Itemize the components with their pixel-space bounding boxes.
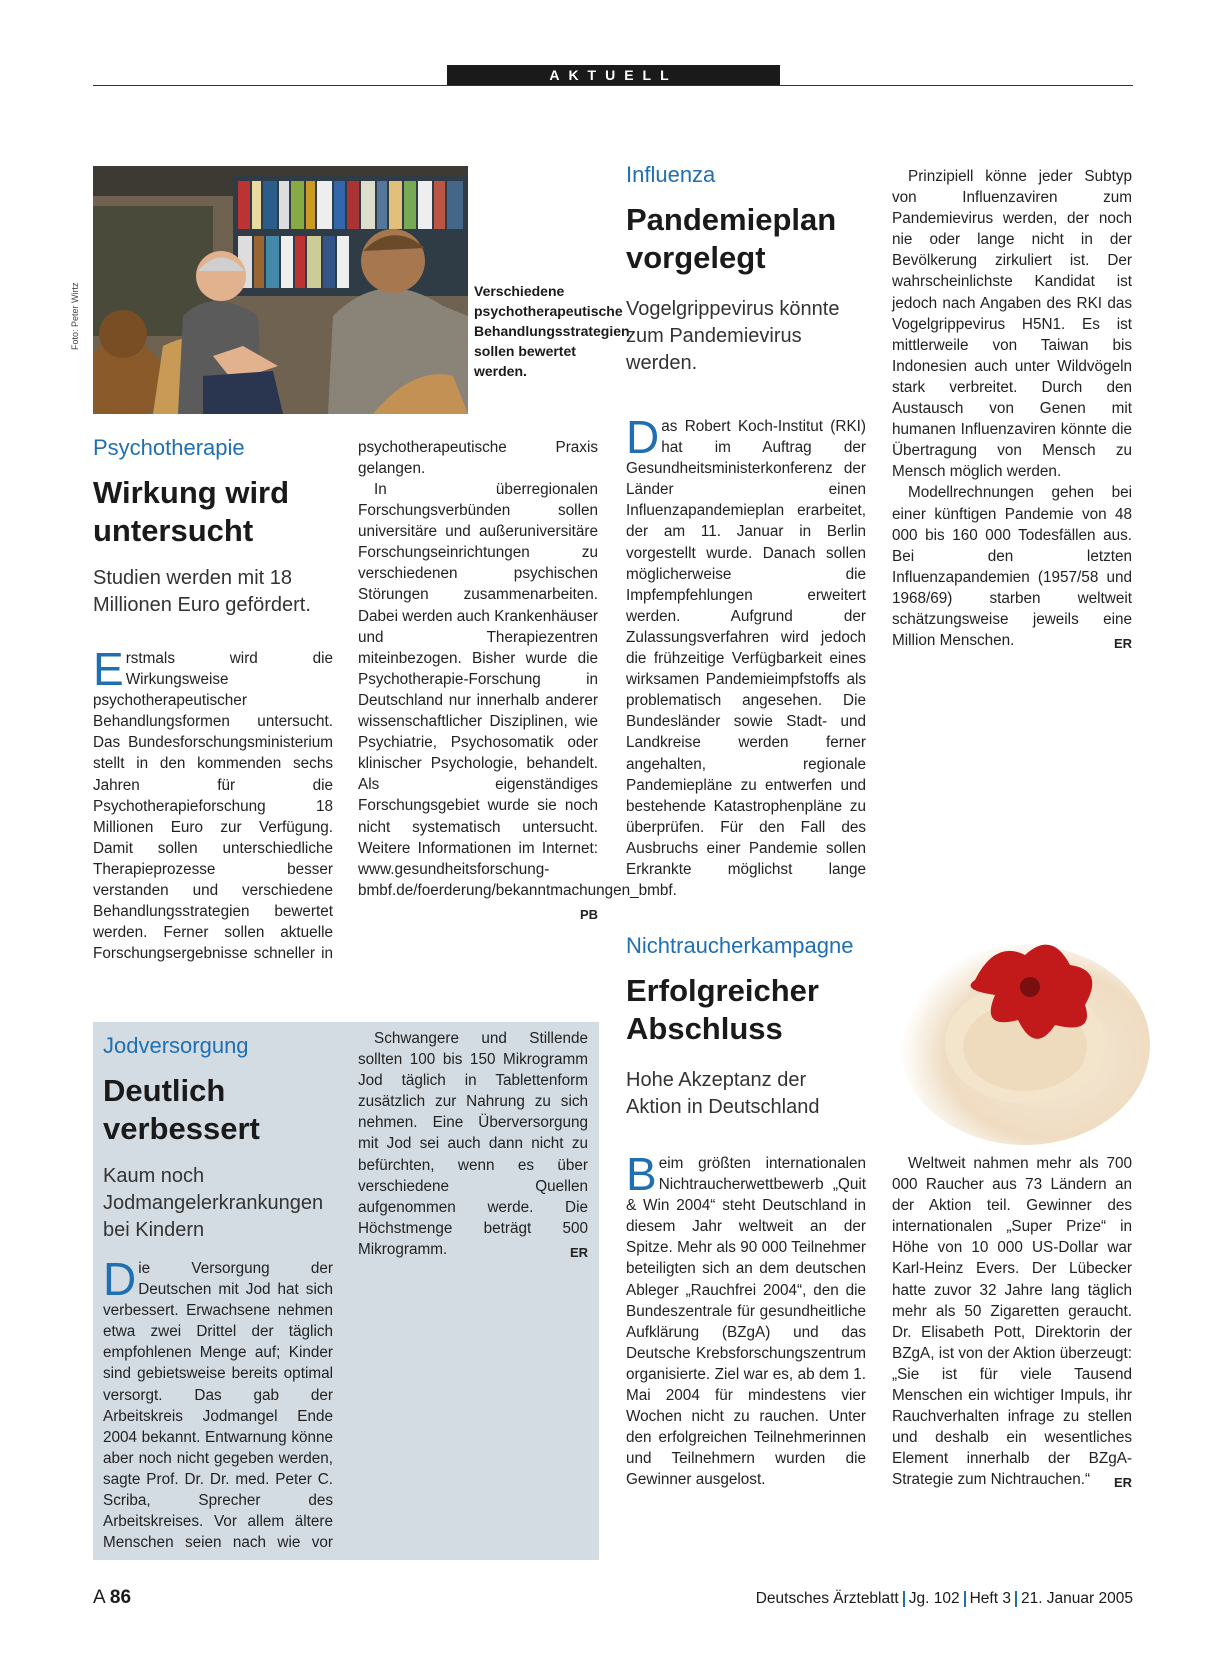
paragraph-influenza-2: Prinzipiell könne jeder Subtyp von Influenzaviren zum Pandemievirus werden, der noch nie oder lange nicht in der Bevölkerung zirkuliert ist. Der wahrscheinlichste Kandidat ist jedoch nach Angaben des RKI das Vogelgrippevirus H5N1. Es ist mittlerweile von Taiwan bis Indonesien auch unter Wildvögeln stark verbreitet. Durch den Austausch von Genen mit humanen Influenzaviren könnte die Übertragung von Mensch zu Mensch möglich werden.: [892, 168, 1132, 481]
page-number: [93, 1587, 131, 1609]
article-psychotherapie-col2: [358, 437, 677, 925]
page-prefix: A: [93, 1587, 105, 1608]
paragraph-jodversorgung-2: Schwangere und Stillende sollten 100 bis 150 Mikrogramm Jod täglich in Tablettenform zusätzlich zur Nahrung zu sich nehmen. Eine Überversorgung mit Jod sei auch dann nicht zu befürchten, wenn es über verschiedene Quellen aufgenommen werde. Die Höchstmenge beträgt 500 Mikrogramm.: [358, 1030, 588, 1258]
article-psychotherapie-col1: [93, 648, 333, 963]
article-influenza-col2: [892, 166, 1132, 654]
journal-issue: Heft 3: [969, 1590, 1011, 1607]
dropcap-nichtraucher: B: [626, 1148, 657, 1200]
dropcap-influenza: D: [626, 416, 660, 463]
page-number-value: 86: [109, 1587, 132, 1608]
paragraph-influenza-3: Modellrechnungen gehen bei einer künftigen Pandemie von 48 000 bis 160 000 Todesfällen aus. Bei den letzten Influenzapandemien (1957/58 und 1968/69) starben weltweit schätzungsweise jeweils eine Million Menschen.: [892, 484, 1132, 650]
author-sig-influenza: ER: [1113, 636, 1132, 652]
footer-separator: [1015, 1591, 1017, 1607]
journal-date: 21. Januar 2005: [1020, 1590, 1133, 1607]
paragraph-jodversorgung-1: ie Versorgung der Deutschen mit Jod hat sich verbessert. Erwachsene nehmen etwa zwei Drittel der täglich empfohlenen Menge auf; Kinder sind gebietsweise bereits optimal versorgt. Das gab der Arbeitskreis Jodmangel Ende 2004 bekannt. Entwarnung könne aber noch nicht gegeben werden, sagte Prof. Dr. Dr. med. Peter C. Scriba, Sprecher des Arbeitskreises. Vor allem ältere Menschen seien nach wie vor: [103, 1260, 333, 1552]
journal-volume: Jg. 102: [908, 1590, 960, 1607]
article-jodversorgung-col1: [103, 1258, 333, 1553]
author-sig-jodversorgung: ER: [569, 1244, 588, 1260]
footer-separator: [903, 1591, 905, 1607]
rubric-influenza: Influenza: [626, 162, 716, 187]
paragraph-psychotherapie-1: rstmals wird die Wirkungsweise psychotherapeutischer Behandlungsformen untersucht. Das Bundesforschungsministerium stellt in den kommenden sechs Jahren für die Psychotherapieforschung 18 Millionen Euro zur Verfügung. Damit sollen unterschiedliche Therapieprozesse besser verstanden und verschiedene Behandlungsstrategien bewertet werden. Ferner sollen aktuelle Forschungsergebnisse schneller in: [93, 650, 333, 963]
paragraph-psychotherapie-1-cont: psychotherapeutische Praxis gelangen.: [358, 439, 598, 478]
rubric-jodversorgung: Jodversorgung: [103, 1033, 249, 1058]
subhead-jodversorgung: Kaum noch Jodmangelerkrankungen bei Kindern: [103, 1165, 324, 1241]
section-label: AKTUELL: [447, 65, 780, 86]
author-sig-nichtraucher: ER: [1113, 1475, 1132, 1491]
publication-info: [756, 1590, 1133, 1608]
header-rule: [93, 85, 1133, 86]
therapy-photo-illustration: [93, 166, 468, 414]
article-nichtraucher-col1: [626, 1148, 866, 1491]
author-sig-psychotherapie: PB: [579, 906, 598, 922]
subhead-influenza: Vogelgrippevirus könnte zum Pandemievirus werden.: [626, 298, 840, 374]
article-influenza-col1: [626, 416, 866, 880]
photo-credit: Foto: Peter Wirtz: [70, 282, 80, 350]
article-nichtraucher-col2: [892, 1153, 1132, 1494]
subhead-psychotherapie: Studien werden mit 18 Millionen Euro gefördert.: [93, 567, 311, 616]
ashtray-flower-illustration: [820, 925, 1150, 1155]
paragraph-nichtraucher-1: eim größten internationalen Nichtraucherwettbewerb „Quit & Win 2004“ steht Deutschland in diesem Jahr weltweit an der Spitze. Mehr als 90 000 Teilnehmer beteiligten sich an dem deutschen Ableger „Rauchfrei 2004“, den die Bundeszentrale für gesundheitliche Aufklärung (BZgA) und das Deutsche Krebsforschungszentrum organisierte. Ziel war es, ab dem 1. Mai 2004 für mindestens vier Wochen nicht zu rauchen. Unter den erfolgreichen Teilnehmerinnen und Teilnehmern wurden die Gewinner ausgelost.: [626, 1155, 866, 1489]
photo-caption: Verschiedene psychotherapeutische Behandlungsstrategien sollen bewertet werden.: [474, 283, 630, 379]
article-jodversorgung-col2: [358, 1028, 588, 1263]
footer-separator: [964, 1591, 966, 1607]
paragraph-influenza-1: as Robert Koch-Institut (RKI) hat im Auftrag der Gesundheitsministerkonferenz der Länder einen Influenzapandemieplan erarbeitet, der am 11. Januar in Berlin vorgestellt wurde. Danach sollen möglicherweise die Impfempfehlungen erweitert werden. Aufgrund der Zulassungsverfahren wird jedoch die frühzeitige Verfügbarkeit eines wirksamen Pandemieimpfstoffs als problematisch angesehen. Die Bundesländer sowie Stadt- und Landkreise werden ferner angehalten, regionale Pandemiepläne zu entwerfen und bestehende Katastrophenpläne zu überprüfen. Für den Fall des Ausbruchs einer Pandemie sollen Erkrankte möglichst lange: [626, 418, 866, 878]
headline-influenza: Pandemieplan vorgelegt: [626, 202, 837, 275]
subhead-nichtraucher: Hohe Akzeptanz der Aktion in Deutschland: [626, 1069, 820, 1118]
headline-psychotherapie: Wirkung wird untersucht: [93, 475, 290, 548]
journal-name: Deutsches Ärzteblatt: [755, 1590, 899, 1607]
headline-jodversorgung: Deutlich verbessert: [103, 1073, 260, 1146]
ashtray-image: [820, 925, 1150, 1155]
rubric-psychotherapie: Psychotherapie: [93, 435, 245, 460]
dropcap-jodversorgung: D: [103, 1258, 137, 1305]
paragraph-nichtraucher-2: Weltweit nahmen mehr als 700 000 Raucher aus 73 Ländern an der Aktion teil. Gewinner des internationalen „Super Prize“ in Höhe von 10 000 US-Dollar war Karl-Heinz Evers. Der Lübecker hatte zuvor 32 Jahre lang täglich mehr als 50 Zigaretten geraucht. Dr. Elisabeth Pott, Direktorin der BZgA, ist von der Aktion überzeugt: „Sie ist für viele Tausend Menschen ein wichtiger Impuls, ihr Rauchverhalten infrage zu stellen und deshalb ein wesentliches Element innerhalb der BZgA-Strategie zum Nichtrauchen.“: [892, 1155, 1132, 1489]
rubric-nichtraucher: Nichtraucherkampagne: [626, 933, 854, 958]
paragraph-psychotherapie-2: In überregionalen Forschungsverbünden sollen universitäre und außeruniversitäre Forschungseinrichtungen zu verschiedenen psychischen Störungen zusammenarbeiten. Dabei werden auch Krankenhäuser und Therapiezentren miteinbezogen. Bisher wurde die Psychotherapie-Forschung in Deutschland nur innerhalb anderer wissenschaftlicher Disziplinen, wie Psychiatrie, Psychosomatik oder klinischer Psychologie, behandelt. Als eigenständiges Forschungsgebiet wurde sie noch nicht systematisch untersucht. Weitere Informationen im Internet: www.gesundheitsforschung-bmbf.de/foerderung/bekanntmachungen_bmbf.: [358, 481, 677, 899]
therapy-session-photo: [93, 166, 468, 414]
dropcap-psychotherapie: E: [93, 648, 124, 695]
headline-nichtraucher: Erfolgreicher Abschluss: [626, 973, 819, 1046]
